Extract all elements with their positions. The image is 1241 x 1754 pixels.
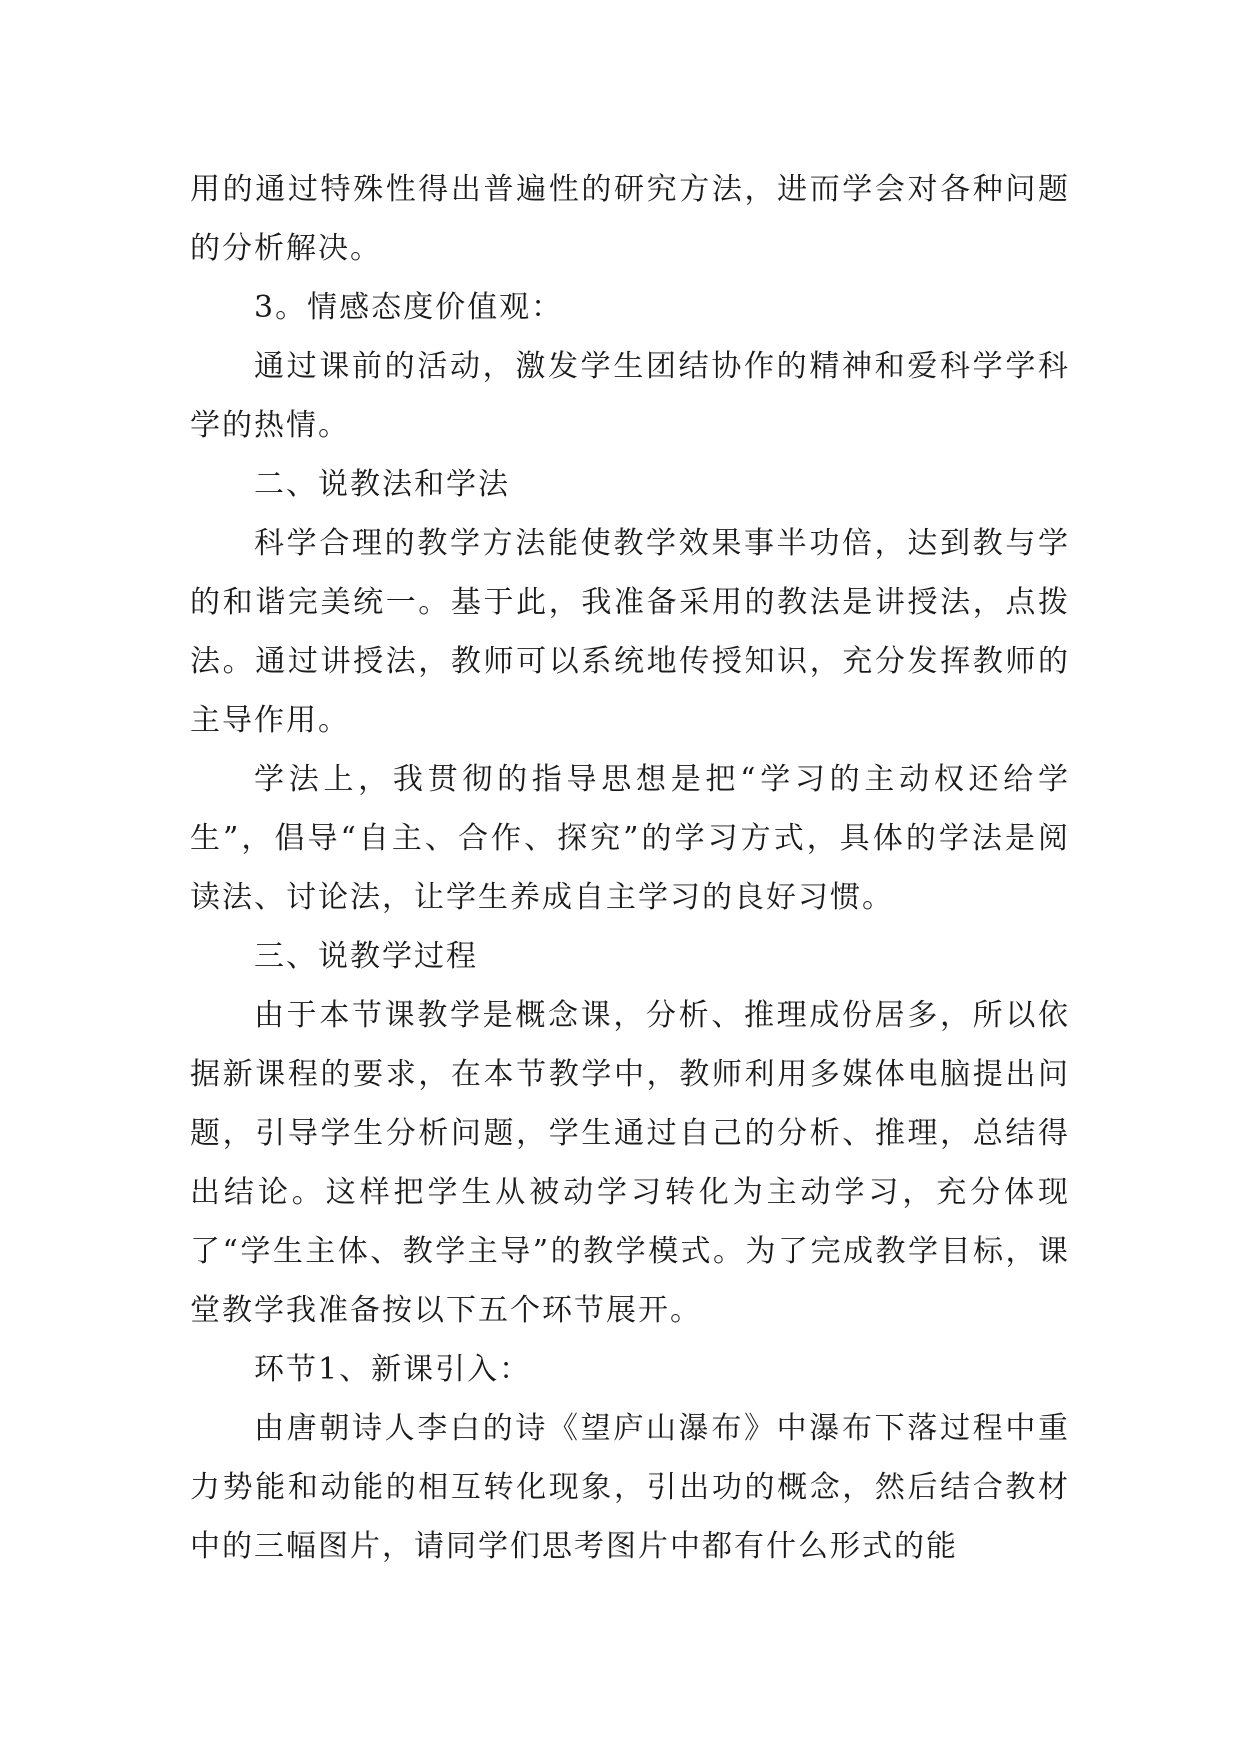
- paragraph-learning-methods: 学法上，我贯彻的指导思想是把“学习的主动权还给学生”，倡导“自主、合作、探究”的学习方式，具体的学法是阅读法、讨论法，让学生养成自主学习的良好习惯。: [190, 762, 1070, 915]
- document-body: [190, 160, 1070, 1576]
- paragraph-step-1: 由唐朝诗人李白的诗《望庐山瀑布》中瀑布下落过程中重力势能和动能的相互转化现象，引出功的概念，然后结合教材中的三幅图片，请同学们思考图片中都有什么形式的能: [190, 1411, 1070, 1564]
- paragraph-continuation: 用的通过特殊性得出普遍性的研究方法，进而学会对各种问题的分析解决。: [190, 172, 1070, 266]
- paragraph-teaching-methods: 科学合理的教学方法能使教学效果事半功倍，达到教与学的和谐完美统一。基于此，我准备采用的教法是讲授法，点拨法。通过讲授法，教师可以系统地传授知识，充分发挥教师的主导作用。: [190, 526, 1070, 738]
- paragraph-teaching-process: 由于本节课教学是概念课，分析、推理成份居多，所以依据新课程的要求，在本节教学中，教师利用多媒体电脑提出问题，引导学生分析问题，学生通过自己的分析、推理，总结得出结论。这样把学生从被动学习转化为主动学习，充分体现了“学生主体、教学主导”的教学模式。为了完成教学目标，课堂教学我准备按以下五个环节展开。: [190, 998, 1070, 1328]
- heading-teaching-process: 三、说教学过程: [254, 939, 478, 974]
- heading-teaching-methods: 二、说教法和学法: [254, 467, 510, 502]
- heading-emotion-attitude-values: 3。情感态度价值观：: [254, 290, 564, 325]
- paragraph-emotion-goal: 通过课前的活动，激发学生团结协作的精神和爱科学学科学的热情。: [190, 349, 1070, 443]
- heading-step-1: 环节1、新课引入：: [254, 1352, 532, 1387]
